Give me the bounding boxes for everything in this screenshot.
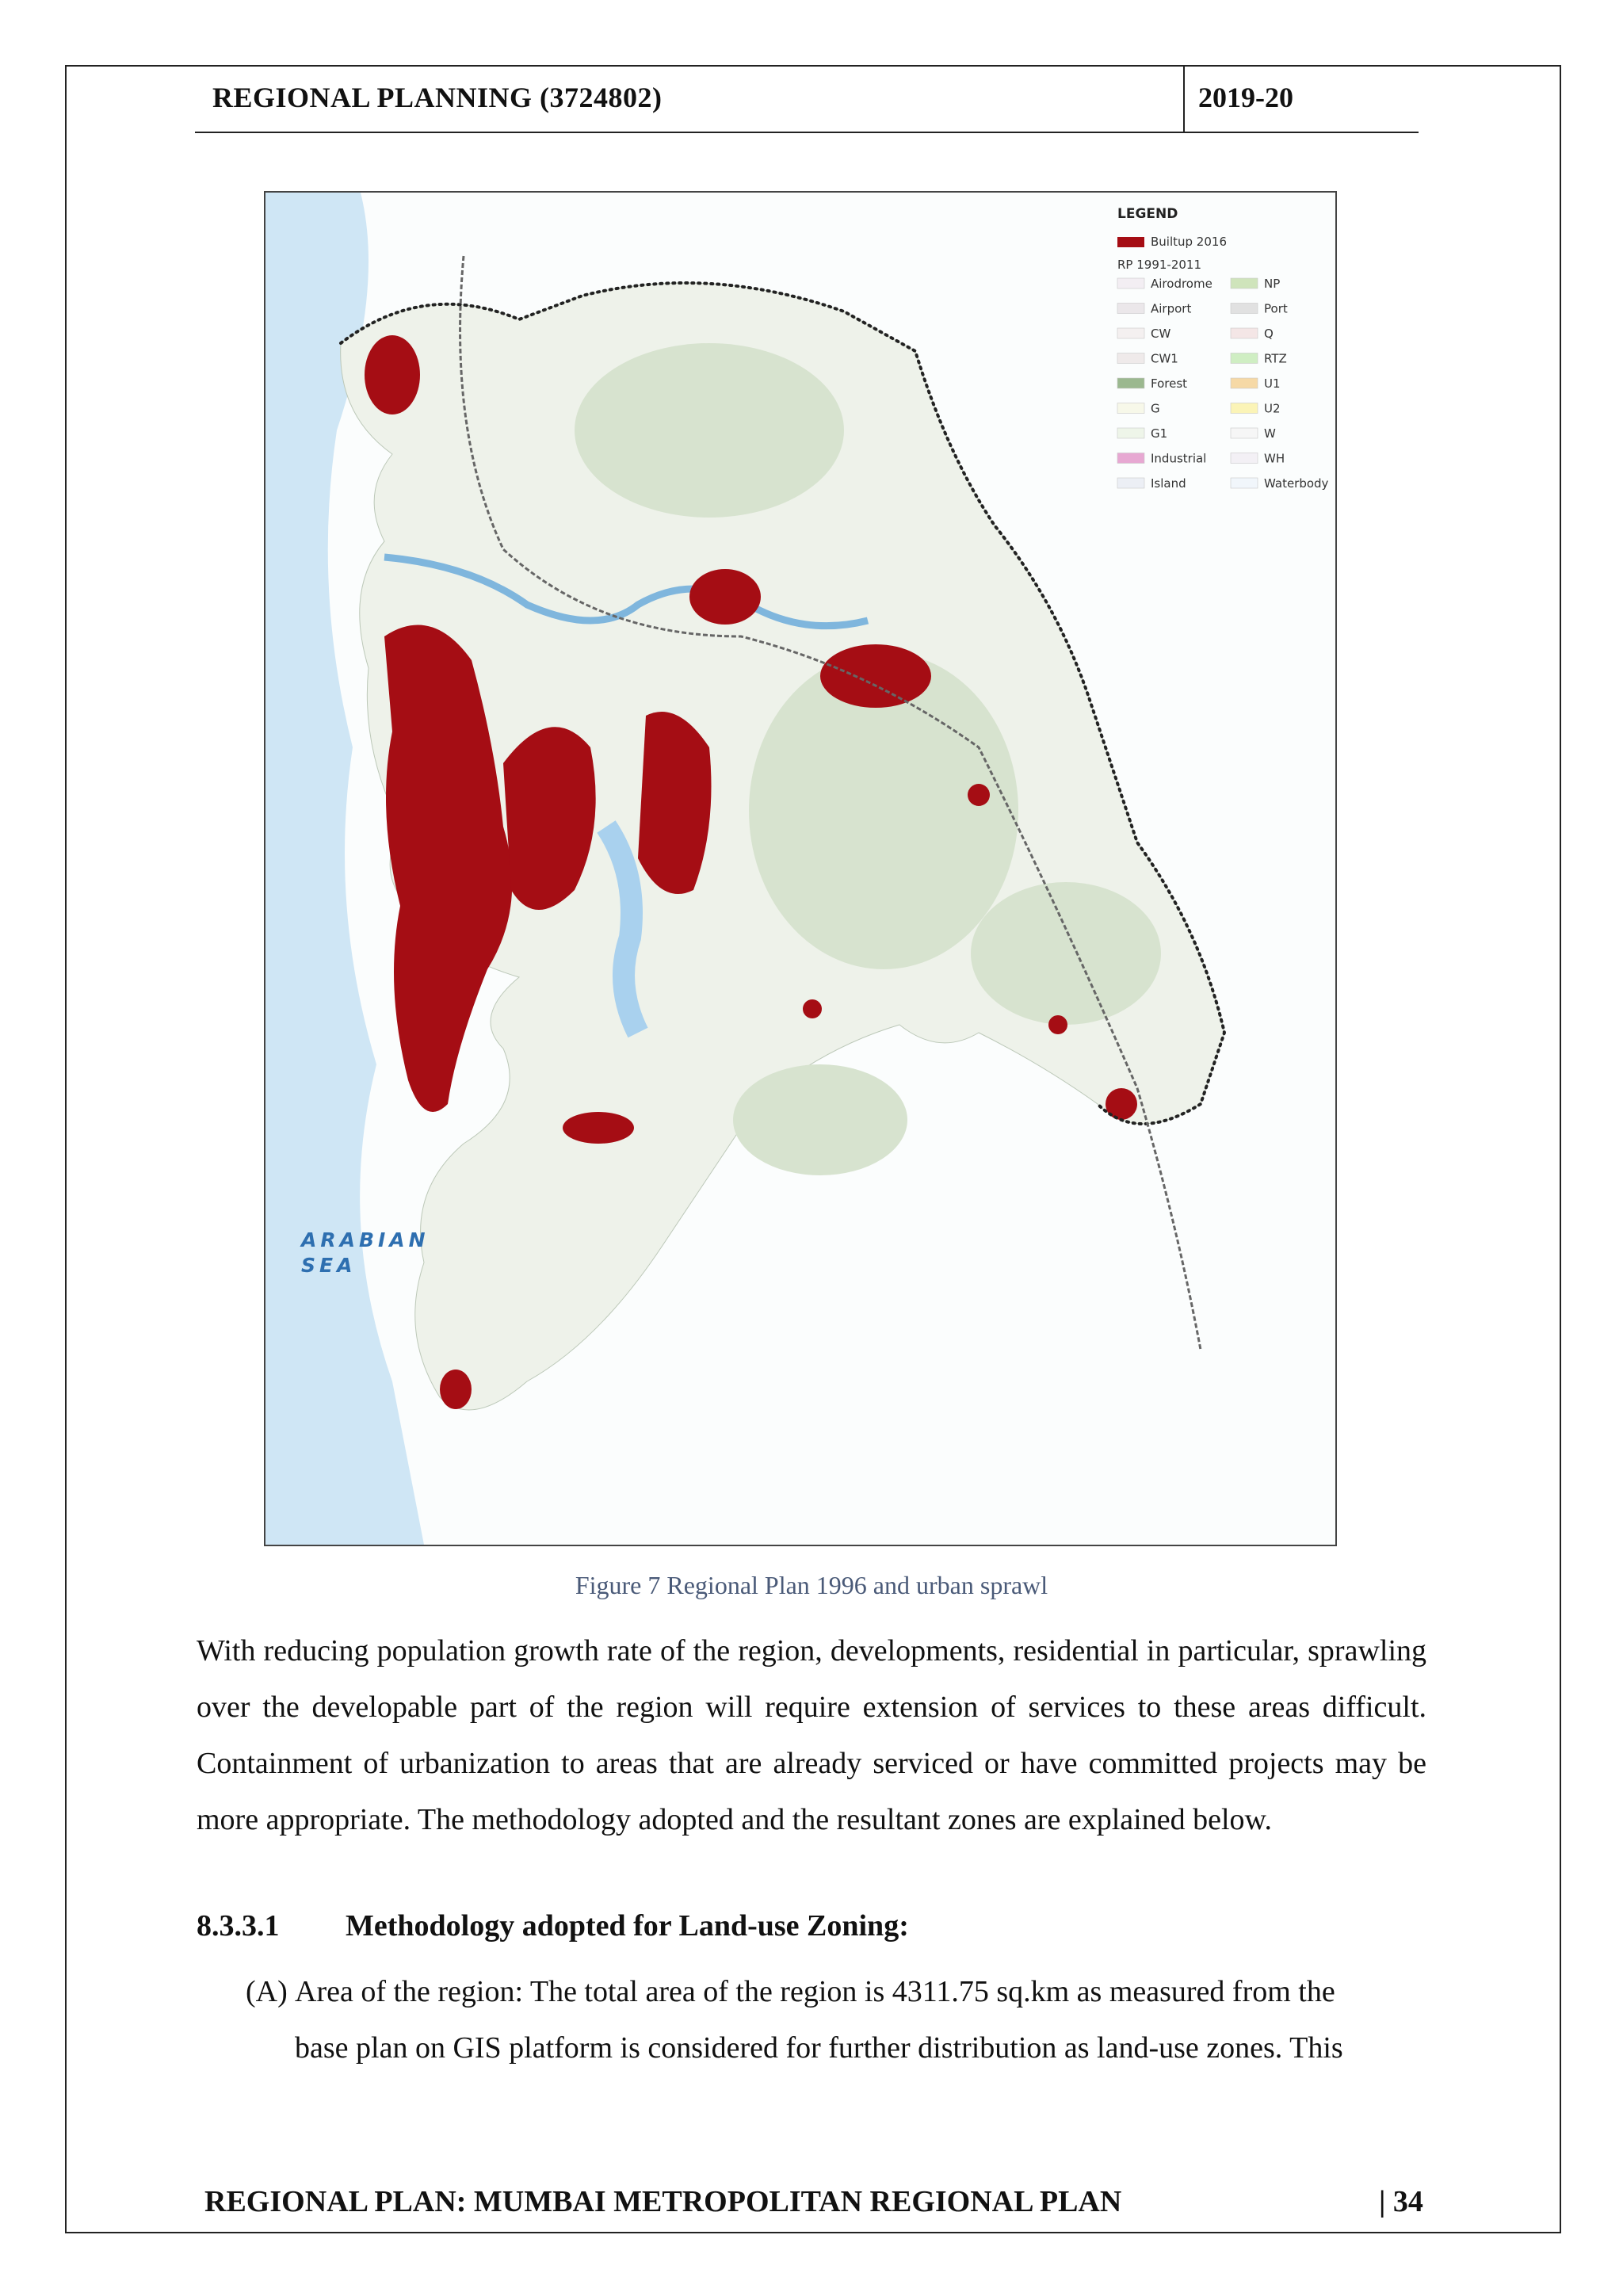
footer-title: REGIONAL PLAN: MUMBAI METROPOLITAN REGIONAL PLAN bbox=[204, 2185, 1122, 2218]
map-svg bbox=[265, 193, 1335, 1545]
header-divider bbox=[1183, 67, 1185, 133]
legend-left-swatch-8 bbox=[1117, 478, 1144, 488]
legend-left-label-0: Airodrome bbox=[1151, 277, 1212, 291]
builtup-alibag bbox=[440, 1370, 472, 1409]
legend-left-label-6: G1 bbox=[1151, 426, 1168, 441]
legend-rp: RP 1991-2011 bbox=[1117, 258, 1201, 272]
builtup-kalyan bbox=[820, 644, 931, 708]
legend-right-label-1: Port bbox=[1264, 301, 1288, 316]
legend-left-swatch-0 bbox=[1117, 278, 1144, 288]
section-heading bbox=[197, 1908, 909, 1943]
legend-right-swatch-6 bbox=[1231, 428, 1258, 438]
item-a-line2: base plan on GIS platform is considered for further distribution as land-use zones. This bbox=[295, 2031, 1343, 2065]
list-item-a bbox=[246, 1964, 1426, 2076]
legend-left-swatch-6 bbox=[1117, 428, 1144, 438]
legend-title: LEGEND bbox=[1117, 206, 1178, 222]
builtup-bhiwandi bbox=[689, 569, 761, 625]
builtup-uran bbox=[563, 1112, 634, 1144]
legend-right-label-5: U2 bbox=[1264, 401, 1281, 416]
legend-right-label-4: U1 bbox=[1264, 376, 1281, 391]
builtup-vasai bbox=[365, 335, 420, 415]
legend-right-swatch-0 bbox=[1231, 278, 1258, 288]
legend-left-label-2: CW bbox=[1151, 327, 1171, 341]
legend-right-label-2: Q bbox=[1264, 327, 1274, 341]
legend-swatch-builtup bbox=[1117, 237, 1144, 247]
legend-right-label-0: NP bbox=[1264, 277, 1281, 291]
header-course: REGIONAL PLANNING (3724802) bbox=[212, 82, 663, 113]
body-paragraph: With reducing population growth rate of the region, developments, residential in particular, sprawling over the developable part of the region will require extension of services to these areas difficult. Containment of urbanization to areas that are already serviced or have committed projects may be more appropriate. The methodology adopted and the resultant zones are explained below. bbox=[197, 1634, 1426, 1836]
header-rule bbox=[195, 132, 1419, 133]
builtup-ambernath bbox=[968, 784, 990, 806]
legend-left-label-1: Airport bbox=[1151, 301, 1192, 316]
legend-right-label-7: WH bbox=[1264, 451, 1285, 466]
item-a-line1: Area of the region: The total area of the region is 4311.75 sq.km as measured from the bbox=[295, 1975, 1335, 2008]
builtup-navi-mumbai bbox=[638, 712, 712, 894]
legend-builtup: Builtup 2016 bbox=[1151, 235, 1227, 249]
regional-plan-map bbox=[264, 191, 1337, 1546]
footer-page-number: | 34 bbox=[1379, 2185, 1423, 2218]
sea-label-line2: SEA bbox=[301, 1254, 357, 1277]
legend-right-label-3: RTZ bbox=[1264, 351, 1287, 366]
legend-right-label-6: W bbox=[1264, 426, 1276, 441]
legend-right-swatch-7 bbox=[1231, 453, 1258, 464]
legend-left-swatch-7 bbox=[1117, 453, 1144, 464]
forest-zone-south bbox=[733, 1064, 907, 1175]
legend-right-swatch-5 bbox=[1231, 403, 1258, 414]
forest-zone-north bbox=[575, 343, 844, 518]
section-number: 8.3.3.1 bbox=[197, 1909, 280, 1943]
builtup-karjat bbox=[1048, 1015, 1067, 1034]
legend-left-swatch-2 bbox=[1117, 328, 1144, 338]
legend-right-swatch-8 bbox=[1231, 478, 1258, 488]
legend-left-swatch-5 bbox=[1117, 403, 1144, 414]
legend-right-label-8: Waterbody bbox=[1264, 476, 1329, 491]
legend-left-label-4: Forest bbox=[1151, 376, 1188, 391]
item-a-label: (A) bbox=[246, 1975, 288, 2008]
legend-right-swatch-3 bbox=[1231, 353, 1258, 364]
legend-left-label-7: Industrial bbox=[1151, 451, 1207, 466]
forest-zone-east bbox=[971, 882, 1161, 1025]
legend-left-swatch-3 bbox=[1117, 353, 1144, 364]
legend-left-swatch-1 bbox=[1117, 304, 1144, 314]
builtup-panvel bbox=[803, 999, 822, 1018]
header-year: 2019-20 bbox=[1198, 82, 1293, 113]
legend-right-swatch-4 bbox=[1231, 378, 1258, 388]
legend-left-swatch-4 bbox=[1117, 378, 1144, 388]
legend-right-swatch-2 bbox=[1231, 328, 1258, 338]
section-title: Methodology adopted for Land-use Zoning: bbox=[346, 1909, 909, 1943]
sea-label-line1: ARABIAN bbox=[301, 1228, 430, 1251]
legend-left-label-3: CW1 bbox=[1151, 351, 1178, 366]
figure-caption: Figure 7 Regional Plan 1996 and urban sprawl bbox=[575, 1571, 1048, 1599]
legend-left-label-5: G bbox=[1151, 401, 1160, 416]
legend-left-label-8: Island bbox=[1151, 476, 1186, 491]
legend-right-swatch-1 bbox=[1231, 304, 1258, 314]
